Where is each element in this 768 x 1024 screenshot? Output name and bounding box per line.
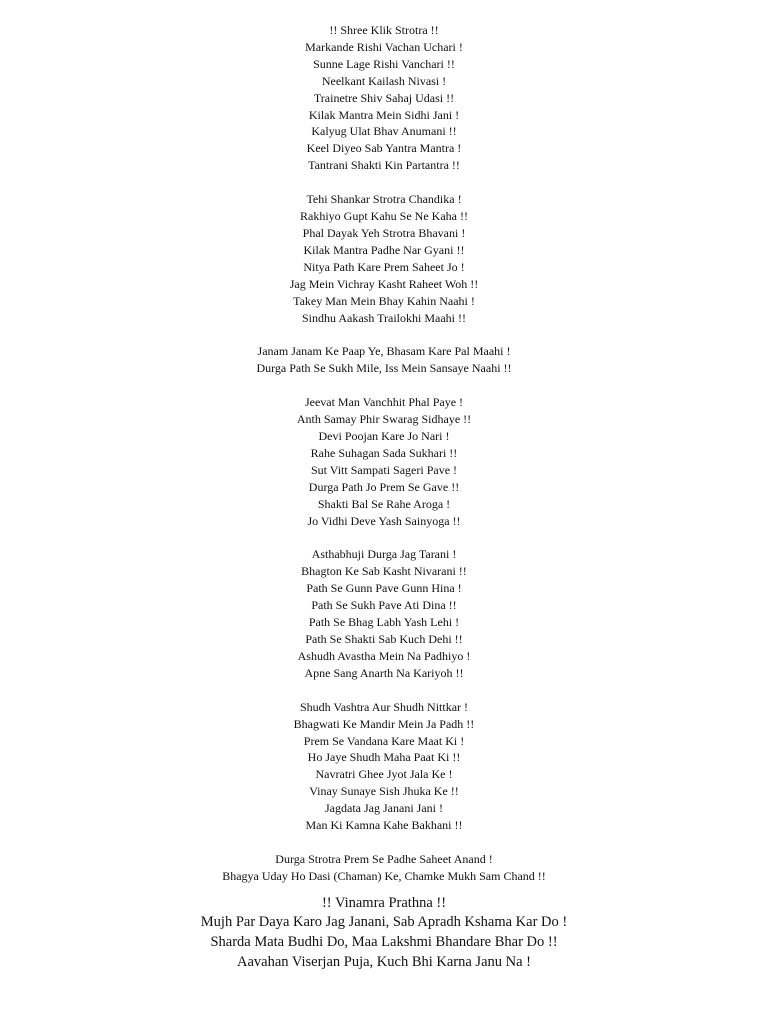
verse-line: Jo Vidhi Deve Yash Sainyoga !! [307,513,461,528]
prayer-line: Aavahan Viserjan Puja, Kuch Bhi Karna Janu Na ! [236,953,531,970]
verse-line: Tantrani Shakti Kin Partantra !! [308,158,460,173]
verse-line: Rahe Suhagan Sada Sukhari !! [310,445,458,460]
verse-line: Path Se Bhag Labh Yash Lehi ! [308,615,460,630]
verse-line: Prem Se Vandana Kare Maat Ki ! [303,733,465,748]
stanza-spacer [0,834,768,851]
verse-line: Path Se Sukh Pave Ati Dina !! [311,598,457,613]
verse-line: Shudh Vashtra Aur Shudh Nittkar ! [299,699,469,714]
verse-line: Bhagton Ke Sab Kasht Nivarani !! [301,564,467,579]
verse-line: Path Se Shakti Sab Kuch Dehi !! [305,632,463,646]
stanza-6 [0,699,768,834]
stanza-title: !! Shree Klik Strotra !! [329,23,439,37]
verse-line: Jeevat Man Vanchhit Phal Paye ! [304,395,464,410]
stanza-5 [0,546,768,681]
verse-line: Durga Path Jo Prem Se Gave !! [308,479,460,494]
verse-line: Sut Vitt Sampati Sageri Pave ! [310,462,458,477]
verse-line: Navratri Ghee Jyot Jala Ke ! [315,767,453,782]
verse-line: Apne Sang Anarth Na Kariyoh !! [304,665,464,680]
doha-line: Durga Path Se Sukh Mile, Iss Mein Sansaye Naahi !! [256,361,512,376]
verse-line: Bhagwati Ke Mandir Mein Ja Padh !! [293,716,475,731]
prayer-section [0,894,768,972]
document-page [0,22,768,972]
verse-line: Vinay Sunaye Sish Jhuka Ke !! [309,784,459,799]
doha-line: Janam Janam Ke Paap Ye, Bhasam Kare Pal Maahi ! [257,344,511,359]
verse-line: Anth Samay Phir Swarag Sidhaye !! [296,412,472,427]
verse-line: Jag Mein Vichray Kasht Raheet Woh !! [289,276,479,291]
prayer-title: !! Vinamra Prathna !! [321,894,447,911]
verse-line: Man Ki Kamna Kahe Bakhani !! [305,818,463,833]
prayer-line: Sharda Mata Budhi Do, Maa Lakshmi Bhandare Bhar Do !! [210,933,558,950]
verse-line: Rakhiyo Gupt Kahu Se Ne Kaha !! [300,209,468,224]
stanza-spacer [0,326,768,343]
verse-line: Kilak Mantra Mein Sidhi Jani ! [308,107,460,122]
verse-line: Asthabhuji Durga Jag Tarani ! [311,547,457,562]
stanza-spacer [0,682,768,699]
stanza-7 [0,851,768,885]
verse-line: Sindhu Aakash Trailokhi Maahi !! [302,310,466,325]
verse-line: Nitya Path Kare Prem Saheet Jo ! [303,259,465,274]
stanza-3 [0,343,768,377]
verse-line: Tehi Shankar Strotra Chandika ! [306,192,462,207]
verse-line: Neelkant Kailash Nivasi ! [321,73,447,88]
verse-line: Phal Dayak Yeh Strotra Bhavani ! [302,225,466,240]
verse-line: Kalyug Ulat Bhav Anumani !! [311,124,457,139]
stanza-1 [0,22,768,174]
stanza-spacer [0,529,768,546]
verse-line: Kilak Mantra Padhe Nar Gyani !! [303,242,465,257]
verse-line: Shakti Bal Se Rahe Aroga ! [317,496,451,511]
stanza-4 [0,394,768,529]
verse-line: Keel Diyeo Sab Yantra Mantra ! [306,141,462,156]
verse-line: Ho Jaye Shudh Maha Paat Ki !! [307,750,461,765]
verse-line: Takey Man Mein Bhay Kahin Naahi ! [293,293,475,308]
verse-line: Path Se Gunn Pave Gunn Hina ! [306,581,462,596]
verse-line: Markande Rishi Vachan Uchari ! [305,39,463,54]
verse-line: Jagdata Jag Janani Jani ! [325,801,443,816]
verse-line: Ashudh Avastha Mein Na Padhiyo ! [297,648,471,663]
verse-line: Devi Poojan Kare Jo Nari ! [318,429,450,444]
stanza-spacer [0,174,768,191]
verse-line: Trainetre Shiv Sahaj Udasi !! [313,90,455,105]
stanza-spacer [0,377,768,394]
stanza-2 [0,191,768,326]
doha-line: Durga Strotra Prem Se Padhe Saheet Anand ! [275,851,493,866]
verse-line: Sunne Lage Rishi Vanchari !! [313,56,455,71]
prayer-line: Mujh Par Daya Karo Jag Janani, Sab Apradh Kshama Kar Do ! [200,914,568,931]
doha-line: Bhagya Uday Ho Dasi (Chaman) Ke, Chamke Mukh Sam Chand !! [222,868,546,883]
